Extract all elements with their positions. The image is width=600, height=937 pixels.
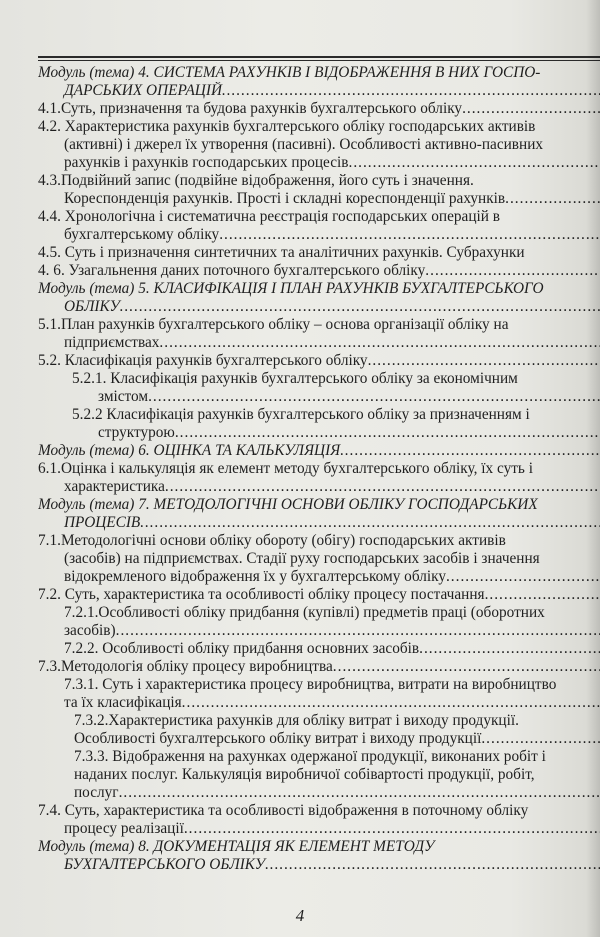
toc-module-line	[38, 856, 600, 874]
toc-entry-text: 7.3.3. Відображення на рахунках одержаної продукції, виконаних робіт і	[74, 748, 546, 765]
toc-module-line	[38, 442, 600, 460]
toc-entry-text: ОБЛІКУ	[64, 298, 120, 315]
leader-dots	[119, 784, 600, 802]
leader-dots	[175, 424, 600, 442]
toc-entry-line	[38, 406, 600, 424]
toc-entry-line	[38, 604, 600, 622]
toc-entry-text: та їх класифікація	[64, 694, 182, 711]
toc-entry-line	[38, 802, 600, 820]
toc-entry-text: (засобів) на підприємствах. Стадії руху господарських засобів і значення	[64, 550, 540, 567]
leader-dots	[219, 226, 600, 244]
toc-entry-text: БУХГАЛТЕРСЬКОГО ОБЛІКУ	[64, 856, 266, 873]
toc-entry-text: 5.1.План рахунків бухгалтерського обліку – основа організації обліку на	[38, 316, 509, 333]
toc-entry-line	[38, 334, 600, 352]
toc-entry-line	[38, 460, 600, 478]
toc-entry-line	[38, 100, 600, 118]
toc-entry-text: Модуль (тема) 8. ДОКУМЕНТАЦІЯ ЯК ЕЛЕМЕНТ МЕТОДУ	[38, 838, 435, 855]
leader-dots	[425, 262, 600, 280]
toc-entry-line	[38, 172, 600, 190]
toc-entry-line	[38, 136, 600, 154]
leader-dots	[116, 622, 600, 640]
toc-entry-line	[38, 316, 600, 334]
page-edge-shadow	[586, 0, 600, 937]
toc-entry-text: 4.1.Суть, призначення та будова рахунків бухгалтерського обліку	[38, 100, 463, 117]
toc-entry-text: Кореспонденція рахунків. Прості і складні кореспонденції рахунків	[64, 190, 506, 207]
toc-entry-line	[38, 532, 600, 550]
toc-entry-text: Особливості бухгалтерського обліку витрат і виходу продукції	[74, 730, 482, 747]
toc-entry-text: ПРОЦЕСІВ	[64, 514, 141, 531]
toc-entry-text: Модуль (тема) 7. МЕТОДОЛОГІЧНІ ОСНОВИ ОБЛІКУ ГОСПОДАРСЬКИХ	[38, 496, 538, 513]
leader-dots	[184, 820, 600, 838]
toc-entry-text: структурою	[98, 424, 175, 441]
toc-entry-text: 7.2.2. Особливості обліку придбання основних засобів	[64, 640, 420, 657]
toc-entry-text: 4. 6. Узагальнення даних поточного бухгалтерського обліку	[38, 262, 426, 279]
leader-dots	[140, 514, 600, 532]
toc-entry-text: 4.4. Хронологічна і систематична реєстрація господарських операцій в	[38, 208, 501, 225]
leader-dots	[485, 586, 600, 604]
toc-entry-line	[38, 118, 600, 136]
toc-entry-text: наданих послуг. Калькуляція виробничої собівартості продукції, робіт,	[74, 766, 535, 783]
toc-entry-line	[38, 712, 600, 730]
toc-entry-text: 4.3.Подвійний запис (подвійне відображення, його суть і значення.	[38, 172, 474, 189]
toc-module-line	[38, 298, 600, 316]
toc-entry-text: 4.2. Характеристика рахунків бухгалтерського обліку господарських активів	[38, 118, 536, 135]
leader-dots	[222, 82, 600, 100]
toc-entry-text: Модуль (тема) 4. СИСТЕМА РАХУНКІВ І ВІДОБРАЖЕННЯ В НИХ ГОСПО-	[38, 64, 541, 81]
toc-entry-text: 7.1.Методологічні основи обліку обороту (обігу) господарських активів	[38, 532, 506, 549]
toc-entry-line	[38, 676, 600, 694]
leader-dots	[182, 694, 600, 712]
toc-entry-text: ДАРСЬКИХ ОПЕРАЦІЙ	[64, 82, 222, 99]
toc-entry-line	[38, 190, 600, 208]
leader-dots	[481, 730, 600, 748]
toc-entry-line	[38, 208, 600, 226]
toc-entry-text: 7.3.1. Суть і характеристика процесу виробництва, витрати на виробництво	[64, 676, 557, 693]
toc-entry-text: (активні) і джерел їх утворення (пасивні). Особливості активно-пасивних	[64, 136, 544, 153]
toc-entry-line	[38, 622, 600, 640]
toc-entry-line	[38, 658, 600, 676]
toc-entry-line	[38, 154, 600, 172]
toc-entry-line	[38, 478, 600, 496]
toc-entry-text: 5.2. Класифікація рахунків бухгалтерського обліку	[38, 352, 368, 369]
toc-entry-text: 7.3.Методологія обліку процесу виробництва	[38, 658, 333, 675]
toc-entry-text: процесу реалізації	[64, 820, 184, 837]
toc-entry-line	[38, 370, 600, 388]
leader-dots	[333, 658, 600, 676]
toc-entry-line	[38, 352, 600, 370]
toc-entry-text: бухгалтерському обліку	[64, 226, 220, 243]
toc-entry-text: підприємствах	[64, 334, 160, 351]
leader-dots	[419, 640, 600, 658]
toc-entry-text: 7.2. Суть, характеристика та особливості обліку процесу постачання	[38, 586, 485, 603]
toc-entry-line	[38, 640, 600, 658]
leader-dots	[265, 856, 600, 874]
toc-module-line	[38, 82, 600, 100]
toc-entry-line	[38, 388, 600, 406]
toc-entry-line	[38, 586, 600, 604]
toc-entry-line	[38, 766, 600, 784]
toc-entry-text: 7.4. Суть, характеристика та особливості відображення в поточному обліку	[38, 802, 529, 819]
toc-entry-line	[38, 244, 600, 262]
leader-dots	[148, 388, 600, 406]
toc-entry-text: змістом	[98, 388, 149, 405]
leader-dots	[340, 442, 600, 460]
toc-entry-text: 7.3.2.Характеристика рахунків для обліку витрат і виходу продукції.	[74, 712, 519, 729]
toc-entry-line	[38, 748, 600, 766]
toc-entry-text: послуг	[74, 784, 119, 801]
toc-entry-line	[38, 226, 600, 244]
toc-entry-text: Модуль (тема) 6. ОЦІНКА ТА КАЛЬКУЛЯЦІЯ	[38, 442, 341, 459]
leader-dots	[368, 352, 600, 370]
toc-entry-line	[38, 424, 600, 442]
toc-entry-text: 5.2.1. Класифікація рахунків бухгалтерського обліку за економічним	[72, 370, 518, 387]
leader-dots	[462, 100, 600, 118]
top-rule	[38, 56, 600, 61]
toc-entry-text: відокремленого відображення їх у бухгалтерському обліку	[64, 568, 446, 585]
toc-module-line	[38, 496, 600, 514]
leader-dots	[165, 478, 600, 496]
leader-dots	[159, 334, 600, 352]
toc-entry-text: 7.2.1.Особливості обліку придбання (купівлі) предметів праці (оборотних	[64, 604, 545, 621]
toc-entry-text: 5.2.2 Класифікація рахунків бухгалтерського обліку за призначенням і	[72, 406, 530, 423]
toc-entry-text: характеристика	[64, 478, 165, 495]
toc-module-line	[38, 514, 600, 532]
toc-entry-line	[38, 694, 600, 712]
toc-entry-text: 4.5. Суть і призначення синтетичних та аналітичних рахунків. Субрахунки	[38, 244, 525, 261]
toc-entry-line	[38, 550, 600, 568]
toc-module-line	[38, 838, 600, 856]
leader-dots	[120, 298, 600, 316]
toc-entry-line	[38, 730, 600, 748]
leader-dots	[446, 568, 600, 586]
toc-entry-line	[38, 568, 600, 586]
toc-entry-text: Модуль (тема) 5. КЛАСИФІКАЦІЯ І ПЛАН РАХУНКІВ БУХГАЛТЕРСЬКОГО	[38, 280, 544, 297]
table-of-contents	[38, 64, 600, 874]
toc-entry-text: рахунків і рахунків господарських процесів	[64, 154, 349, 171]
page-number: 4	[295, 906, 305, 925]
toc-entry-line	[38, 262, 600, 280]
toc-module-line	[38, 64, 600, 82]
toc-entry-text: 6.1.Оцінка і калькуляція як елемент методу бухгалтерського обліку, їх суть і	[38, 460, 533, 477]
toc-entry-text: засобів)	[64, 622, 116, 639]
toc-entry-line	[38, 820, 600, 838]
toc-entry-line	[38, 784, 600, 802]
toc-module-line	[38, 280, 600, 298]
leader-dots	[349, 154, 600, 172]
